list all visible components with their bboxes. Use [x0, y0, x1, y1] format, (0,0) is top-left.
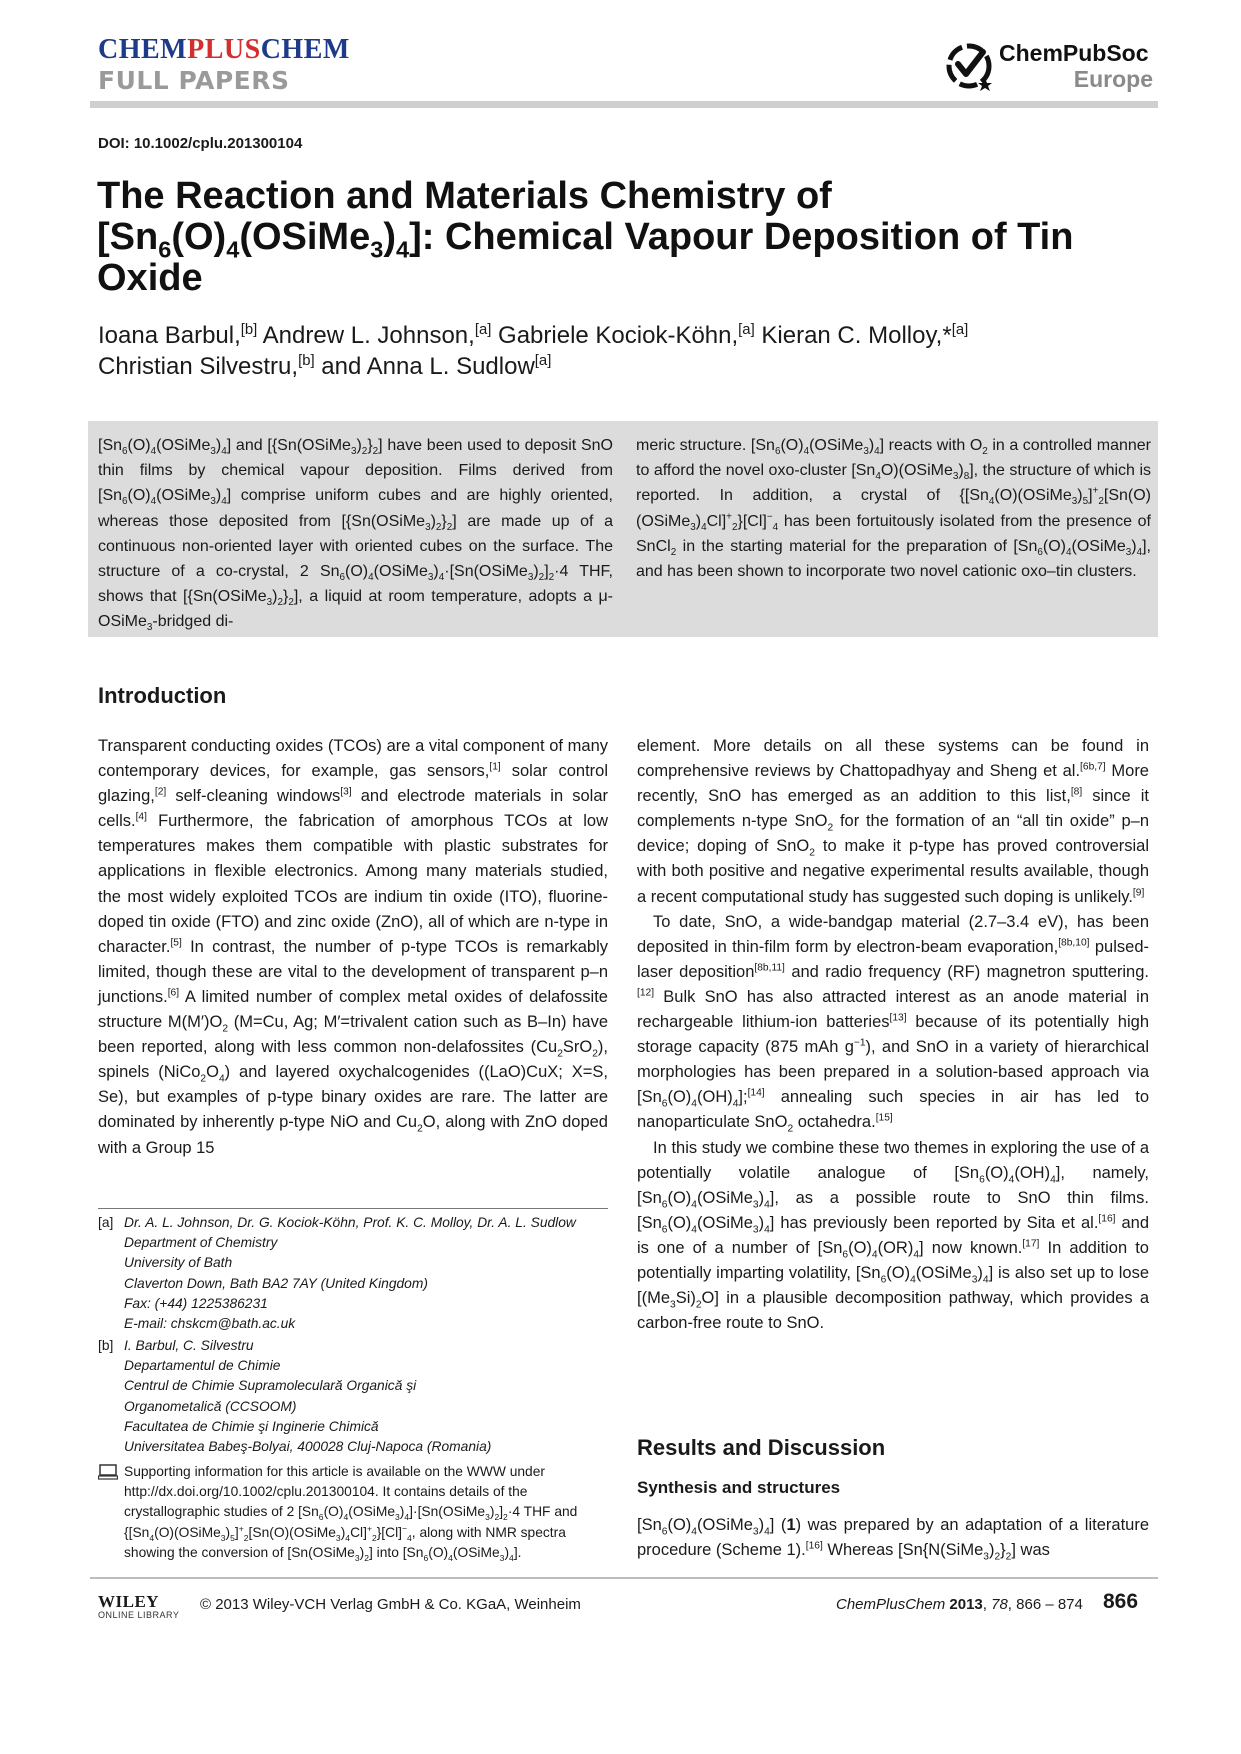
- author: Ioana Barbul,: [98, 322, 241, 349]
- affiliation-b: [b] I. Barbul, C. Silvestru Departamentul de Chimie Centrul de Chimie Supramoleculară Organică şi Organometalică (CCSOOM) Facultatea de Chimie şi Inginerie Chimică Universitatea Babeş-Bolyai, 400028 Cluj-Napoca (Romania): [98, 1338, 492, 1455]
- abstract: [88, 421, 1158, 637]
- footer-rule: [90, 1577, 1158, 1579]
- body-column-right: [637, 734, 1149, 1336]
- body-column-left: [98, 734, 608, 1161]
- paragraph: Transparent conducting oxides (TCOs) are a vital component of many contemporary devices, for example, gas sensors,[1] solar control glazing,[2] self-cleaning windows[3] and electrode materials in solar cells.[4] Furthermore, the fabrication of amorphous TCOs at low temperatures makes them compatible with plastic substrates for applications in flexible electronics. Among many materials studied, the most widely exploited TCOs are indium tin oxide (ITO), fluorine-doped tin oxide (FTO) and zinc oxide (ZnO), all of which are n-type in character.[5] In contrast, the number of p-type TCOs is remarkably limited, though these are vital to the development of transparent p–n junctions.[6] A limited number of complex metal oxides of delafossite structure $M(M')O_2$ (M=Cu, Ag; M′=trivalent cation such as B–In) have been reported, along with less common non-delafossites $(Cu_2SrO_2)$, spinels $(NiCo_2O_4)$ and layered oxychalcogenides ((LaO)CuX; X=S, Se), but examples of p-type binary oxides are rare. The latter are dominated by inherently p-type NiO and $Cu_2O$, along with ZnO doped with a Group 15: [98, 737, 608, 1157]
- author: and Anna L. Sudlow: [321, 353, 535, 380]
- citation: ChemPlusChem 2013, 78, 866 – 874: [836, 1596, 1083, 1613]
- author: Christian Silvestru,: [98, 353, 299, 380]
- heading-introduction: Introduction: [98, 683, 227, 708]
- paragraph: In this study we combine these two themes in exploring the use of a potentially volatile analogue of $[Sn_6(O)_4(OH)_4]$, namely, $[Sn_6(O)_4(OSiMe_3)_4]$, as a possible route to SnO thin films. $[Sn_6(O)_4(OSiMe_3)_4]$ has previously been reported by Sita et al.[16] and is one of a number of $[Sn_6(O)_4(OR)_4]$ now known.[17] In addition to potentially imparting volatility, $[Sn_6(O)_4(OSiMe_3)_4]$ is also set up to lose $[(Me_3Si)_2O]$ in a plausible decomposition pathway, which provides a carbon-free route to SnO.: [637, 1138, 1149, 1333]
- header-rule: [90, 101, 1158, 108]
- paragraph: element. More details on all these systems can be found in comprehensive reviews by Chattopadhyay and Sheng et al.[6b,7] More recently, SnO has emerged as an addition to this list,[8] since it complements n-type SnO$_2$ for the formation of an “all tin oxide” p–n device; doping of SnO$_2$ to make it p-type has proved controversial with both positive and negative experimental results available, though a recent computational study has suggested such doping is unlikely.[9]: [637, 737, 1149, 906]
- wiley-logo: [98, 1592, 179, 1620]
- society-region: Europe: [1073, 66, 1153, 92]
- affiliation-a: [a] Dr. A. L. Johnson, Dr. G. Kociok-Köhn, Prof. K. C. Molloy, Dr. A. L. Sudlow Department of Chemistry University of Bath Claverton Down, Bath BA2 7AY (United Kingdom) Fax: (+44) 1225386231 E-mail: chskcm@bath.ac.uk: [98, 1215, 576, 1332]
- page-number: 866: [1103, 1590, 1139, 1613]
- abstract-column-right: meric structure. $[Sn_6(O)_4(OSiMe_3)_4]$ reacts with $O_2$ in a controlled manner to afford the novel oxo-cluster $[Sn_4O)(OSiMe_3)_8$], the structure of which is reported. In addition, a crystal of $\{[Sn_4(O)(OSiMe_3)_5]^+_2[Sn(O)(OSiMe_3)_4Cl]^+_2\}[Cl]^-_4$ has been fortuitously isolated from the presence of SnCl$_2$ in the starting material for the preparation of $[Sn_6(O)_4(OSiMe_3)_4]$, and has been shown to incorporate two novel cationic oxo–tin clusters.: [636, 437, 1152, 581]
- paragraph: To date, SnO, a wide-bandgap material (2.7–3.4 eV), has been deposited in thin-film form by electron-beam evaporation,[8b,10] pulsed-laser deposition[8b,11] and radio frequency (RF) magnetron sputtering.[12] Bulk SnO has also attracted interest as an anode material in rechargeable lithium-ion batteries[13] because of its potentially high storage capacity (875 mAh $g^{-1}$), and SnO in a variety of hierarchical morphologies has been prepared in a solution-based approach via $[Sn_6(O)_4(OH)_4];[14]$ annealing such species in air has led to nanoparticulate SnO$_2$ octahedra.[15]: [637, 912, 1149, 1135]
- copyright: © 2013 Wiley-VCH Verlag GmbH & Co. KGaA, Weinheim: [200, 1596, 581, 1613]
- doi[interactable]: DOI: 10.1002/cplu.201300104: [98, 135, 303, 152]
- abstract-column-left: $[Sn_6(O)_4(OSiMe_3)_4]$ and $[\{Sn(OSiMe_3)_2\}_2]$ have been used to deposit SnO thin films by chemical vapour deposition. Films derived from $[Sn_6(O)_4(OSiMe_3)_4]$ comprise uniform cubes and are highly oriented, whereas those deposited from $[\{Sn(OSiMe_3)_2\}_2]$ are made up of a continuous non-oriented layer with oriented cubes on the surface. The structure of a co-crystal, 2 $Sn_6(O)_4(OSiMe_3)_4\cdot[Sn(OSiMe_3)_2]_2\cdot 4$ THF, shows that $[\{Sn(OSiMe_3)_2\}_2]$, a liquid at room temperature, adopts a μ-OSiMe$_3$-bridged di-: [98, 437, 614, 634]
- author: Kieran C. Molloy,*: [761, 322, 952, 349]
- computer-icon: [98, 1464, 118, 1480]
- journal-name: CHEMPLUSCHEM: [98, 34, 350, 65]
- society-logo: [943, 36, 1153, 96]
- heading-synthesis: Synthesis and structures: [637, 1478, 841, 1497]
- heading-results-discussion: Results and Discussion: [637, 1435, 886, 1460]
- author-list: Ioana Barbul,[b] Andrew L. Johnson,[a] Gabriele Kociok-Köhn,[a] Kieran C. Molloy,*[a] Christian Silvestru,[b] and Anna L. Sudlow[a]: [98, 322, 969, 380]
- body-column-right-continued: [637, 1513, 1149, 1563]
- society-name: ChemPubSoc: [999, 40, 1149, 66]
- supporting-information-note: Supporting information for this article is available on the WWW under http://dx.doi.org/10.1002/cplu.201300104. It contains details of the crystallographic studies of 2 $[Sn_6(O)_4(OSiMe_3)_4]\cdot[Sn(OSiMe_3)_2]_2\cdot 4$ THF and $\{[Sn_4(O)(OSiMe_3)_5]^+_2[Sn(O)(OSiMe_3)_4Cl]^+_2\}[Cl]^-_4$, along with NMR spectra showing the conversion of $[Sn(OSiMe_3)_2]$ into $[Sn_6(O)_4(OSiMe_3)_4]$.: [98, 1462, 610, 1563]
- paragraph: $[Sn_6(O)_4(OSiMe_3)_4]$ (1) was prepared by an adaptation of a literature procedure (Scheme 1).[16] Whereas $[Sn\{N(SiMe_3)_2\}_2]$ was: [637, 1516, 1149, 1563]
- author: Gabriele Kociok-Köhn,: [498, 322, 739, 349]
- footnote-rule: [98, 1208, 608, 1209]
- society-star-logo-icon: [943, 40, 995, 92]
- online-library-label: ONLINE LIBRARY: [98, 1610, 180, 1620]
- section-label: FULL PAPERS: [98, 66, 290, 95]
- article-title: The Reaction and Materials Chemistry of $[Sn_6(O)_4(OSiMe_3)_4]$: Chemical Vapour Deposition of Tin Oxide: [97, 175, 1074, 299]
- publisher-name: WILEY: [98, 1592, 160, 1611]
- author: Andrew L. Johnson,: [262, 322, 475, 349]
